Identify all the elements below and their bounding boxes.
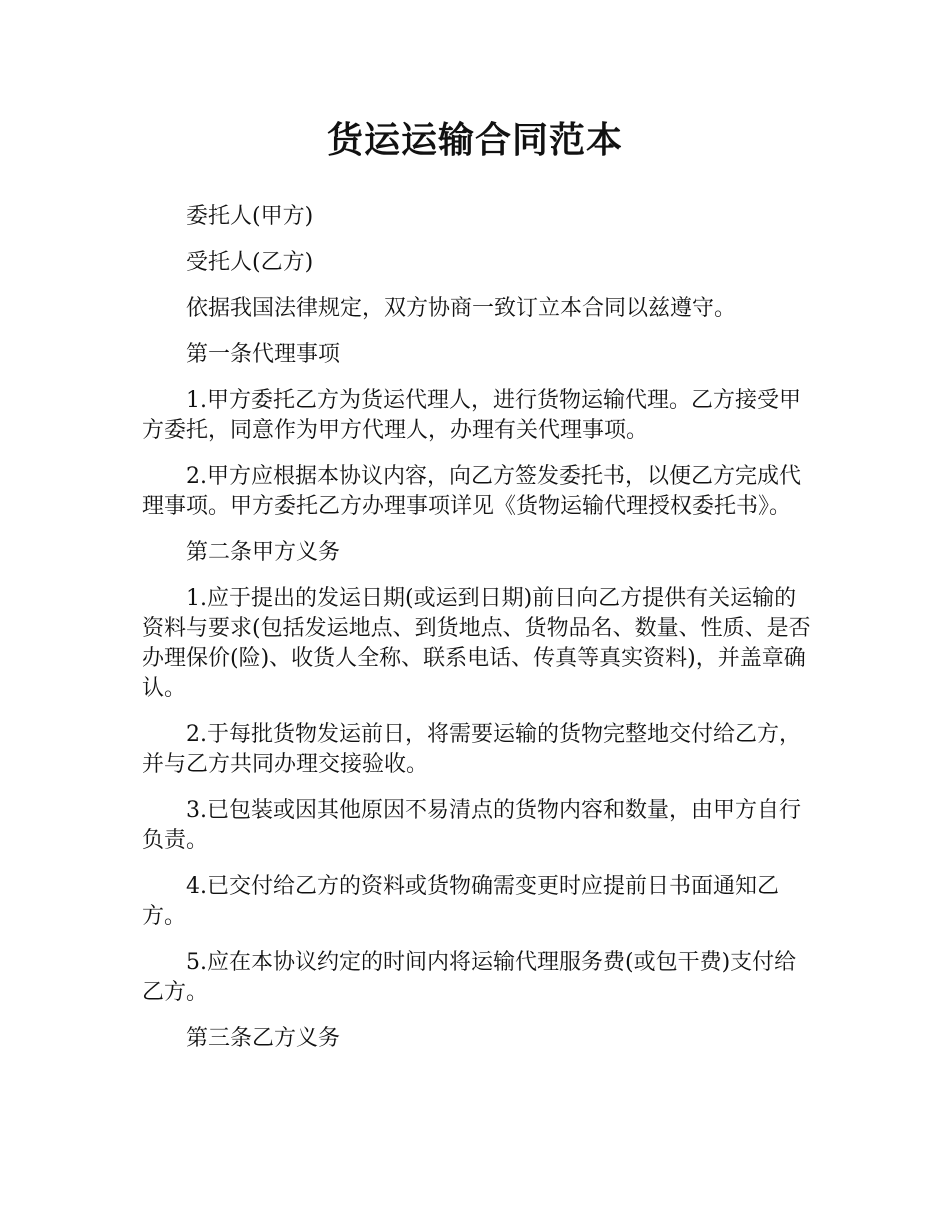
section-heading-article-2: 第二条甲方义务: [186, 540, 341, 565]
party-a-line: 委托人(甲方): [186, 204, 314, 229]
section-heading-article-1: 第一条代理事项: [186, 342, 341, 367]
document-title: 货运运输合同范本: [326, 120, 623, 161]
clause-1-1: 1.甲方委托乙方为货运代理人，进行货物运输代理。乙方接受甲方委托，同意作为甲方代理人，办理有关代理事项。: [142, 388, 801, 443]
clause-2-3: 3.已包装或因其他原因不易清点的货物内容和数量，由甲方自行负责。: [142, 798, 801, 853]
clause-2-5: 5.应在本协议约定的时间内将运输代理服务费(或包干费)支付给乙方。: [142, 950, 797, 1005]
clause-2-1: 1.应于提出的发运日期(或运到日期)前日向乙方提供有关运输的资料与要求(包括发运地点、到货地点、货物品名、数量、性质、是否办理保价(险)、收货人全称、联系电话、传真等真实资料)，并盖章确认。: [142, 586, 811, 701]
section-heading-article-3: 第三条乙方义务: [186, 1026, 341, 1051]
preamble-paragraph: 依据我国法律规定，双方协商一致订立本合同以兹遵守。: [186, 296, 737, 321]
clause-2-2: 2.于每批货物发运前日，将需要运输的货物完整地交付给乙方，并与乙方共同办理交接验收。: [142, 722, 801, 777]
document-body: [142, 202, 812, 1070]
party-b-line: 受托人(乙方): [186, 250, 314, 275]
clause-2-4: 4.已交付给乙方的资料或货物确需变更时应提前日书面通知乙方。: [142, 874, 779, 929]
clause-1-2: 2.甲方应根据本协议内容，向乙方签发委托书，以便乙方完成代理事项。甲方委托乙方办理事项详见《货物运输代理授权委托书》。: [142, 464, 801, 519]
